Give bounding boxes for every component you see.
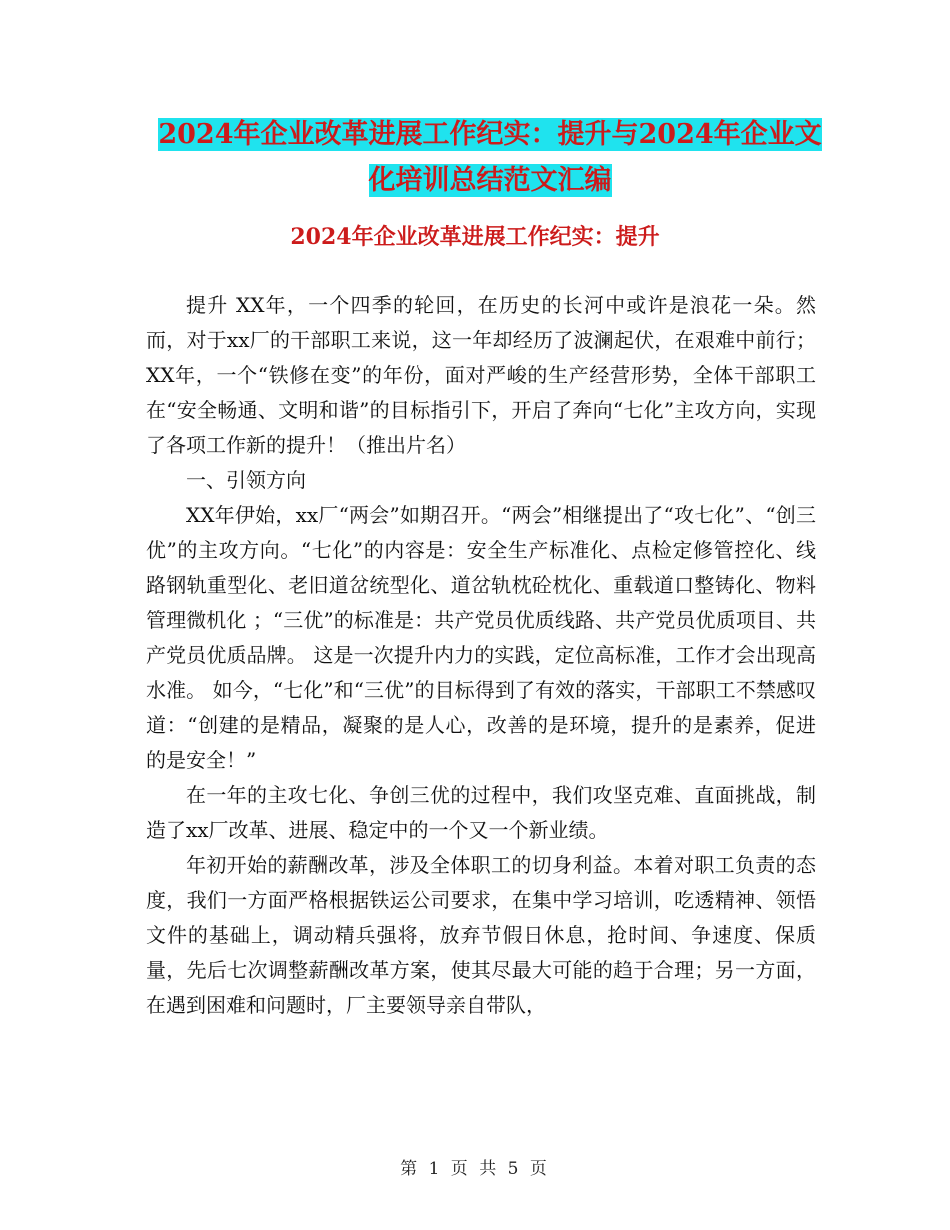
document-title <box>140 112 840 204</box>
paragraph-heading: 一、引领方向 <box>186 468 306 492</box>
paragraph: 在一年的主攻七化、争创三优的过程中，我们攻坚克难、直面挑战，制造了xx厂改革、进展、稳定中的一个又一个新业绩。 <box>146 783 816 842</box>
document-title-line-1: 2024年企业改革进展工作纪实：提升与2024年企业文 <box>158 119 822 150</box>
paragraph: XX年伊始，xx厂“两会”如期召开。“两会”相继提出了“攻七化”、“创三优”的主攻方向。“七化”的内容是：安全生产标准化、点检定修管控化、线路钢轨重型化、老旧道岔统型化、道岔轨枕砼枕化、重载道口整铸化、物料管理微机化 ；“三优”的标准是：共产党员优质线路、共产党员优质项目、共产党员优质品牌。 这是一次提升内力的实践，定位高标准，工作才会出现高水准。 如今，“七化”和“三优”的目标得到了有效的落实，干部职工不禁感叹道：“创建的是精品，凝聚的是人心，改善的是环境，提升的是素养，促进的是安全！” <box>146 503 816 772</box>
paragraph: 年初开始的薪酬改革，涉及全体职工的切身利益。本着对职工负责的态度，我们一方面严格根据铁运公司要求，在集中学习培训，吃透精神、领悟文件的基础上，调动精兵强将，放弃节假日休息，抢时间、争速度、保质量，先后七次调整薪酬改革方案，使其尽最大可能的趋于合理；另一方面，在遇到困难和问题时，厂主要领导亲自带队， <box>146 853 816 1017</box>
paragraph: 提升 XX年，一个四季的轮回，在历史的长河中或许是浪花一朵。然而，对于xx厂的干部职工来说，这一年却经历了波澜起伏，在艰难中前行；XX年，一个“铁修在变”的年份，面对严峻的生产经营形势，全体干部职工在“安全畅通、文明和谐”的目标指引下，开启了奔向“七化”主攻方向，实现了各项工作新的提升！（推出片名） <box>146 293 816 457</box>
document-body <box>146 288 816 1023</box>
page-footer: 第 1 页 共 5 页 <box>400 1159 550 1179</box>
document-title-line-2: 化培训总结范文汇编 <box>368 165 612 196</box>
section-title: 2024年企业改革进展工作纪实：提升 <box>290 224 660 250</box>
